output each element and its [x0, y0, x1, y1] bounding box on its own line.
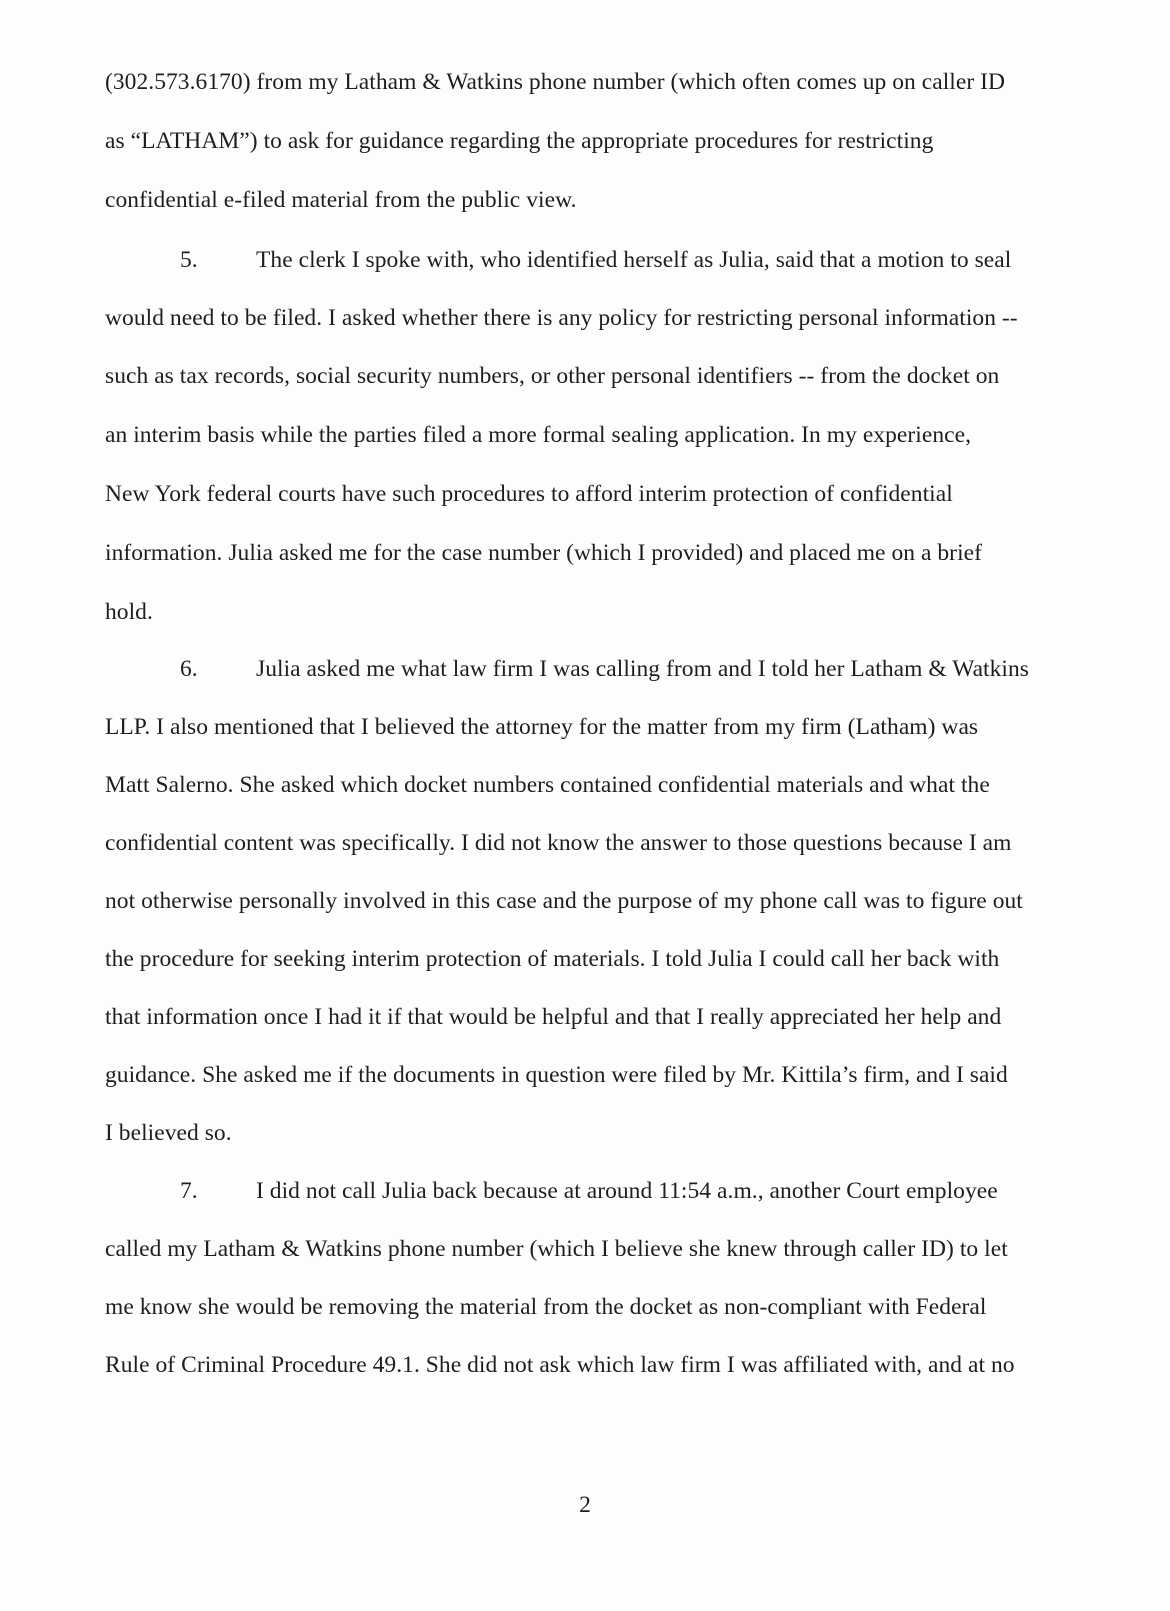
text-line: Rule of Criminal Procedure 49.1. She did not ask which law firm I was affiliated with, and at no — [105, 1352, 1015, 1378]
paragraph-number: 6. — [180, 656, 198, 682]
text-line: that information once I had it if that would be helpful and that I really appreciated her help and — [105, 1004, 1002, 1030]
text-line: Matt Salerno. She asked which docket numbers contained confidential materials and what the — [105, 772, 990, 798]
paragraph-7-first-line — [180, 1176, 1170, 1206]
text-line: Julia asked me what law firm I was calling from and I told her Latham & Watkins — [256, 656, 1030, 682]
text-line: would need to be filed. I asked whether there is any policy for restricting personal information -- — [105, 305, 1018, 331]
text-line: an interim basis while the parties filed a more formal sealing application. In my experience, — [105, 422, 972, 448]
text-line: LLP. I also mentioned that I believed the attorney for the matter from my firm (Latham) was — [105, 714, 979, 740]
text-line: New York federal courts have such procedures to afford interim protection of confidential — [105, 481, 953, 507]
text-line: such as tax records, social security numbers, or other personal identifiers -- from the docket on — [105, 363, 1000, 389]
paragraph-number: 7. — [180, 1178, 198, 1204]
text-line: I believed so. — [105, 1120, 232, 1146]
paragraph-number: 5. — [180, 247, 198, 273]
text-line: I did not call Julia back because at around 11:54 a.m., another Court employee — [256, 1178, 998, 1204]
paragraph-6-first-line — [180, 654, 1170, 684]
text-line: me know she would be removing the material from the docket as non-compliant with Federal — [105, 1294, 987, 1320]
text-line: the procedure for seeking interim protection of materials. I told Julia I could call her back with — [105, 946, 1000, 972]
text-line: not otherwise personally involved in this case and the purpose of my phone call was to figure out — [105, 888, 1023, 914]
text-line: The clerk I spoke with, who identified herself as Julia, said that a motion to seal — [256, 247, 1012, 273]
text-line: as “LATHAM”) to ask for guidance regarding the appropriate procedures for restricting — [105, 128, 934, 154]
paragraph-5-first-line — [180, 245, 1170, 275]
text-line: (302.573.6170) from my Latham & Watkins phone number (which often comes up on caller ID — [105, 69, 1006, 95]
text-line: guidance. She asked me if the documents in question were filed by Mr. Kittila’s firm, and I said — [105, 1062, 1008, 1088]
text-line: called my Latham & Watkins phone number (which I believe she knew through caller ID) to let — [105, 1236, 1008, 1262]
text-line: confidential content was specifically. I did not know the answer to those questions because I am — [105, 830, 1012, 856]
text-line: confidential e-filed material from the public view. — [105, 187, 577, 213]
page-number: 2 — [579, 1492, 591, 1518]
text-line: information. Julia asked me for the case number (which I provided) and placed me on a brief — [105, 540, 982, 566]
text-line: hold. — [105, 599, 153, 625]
